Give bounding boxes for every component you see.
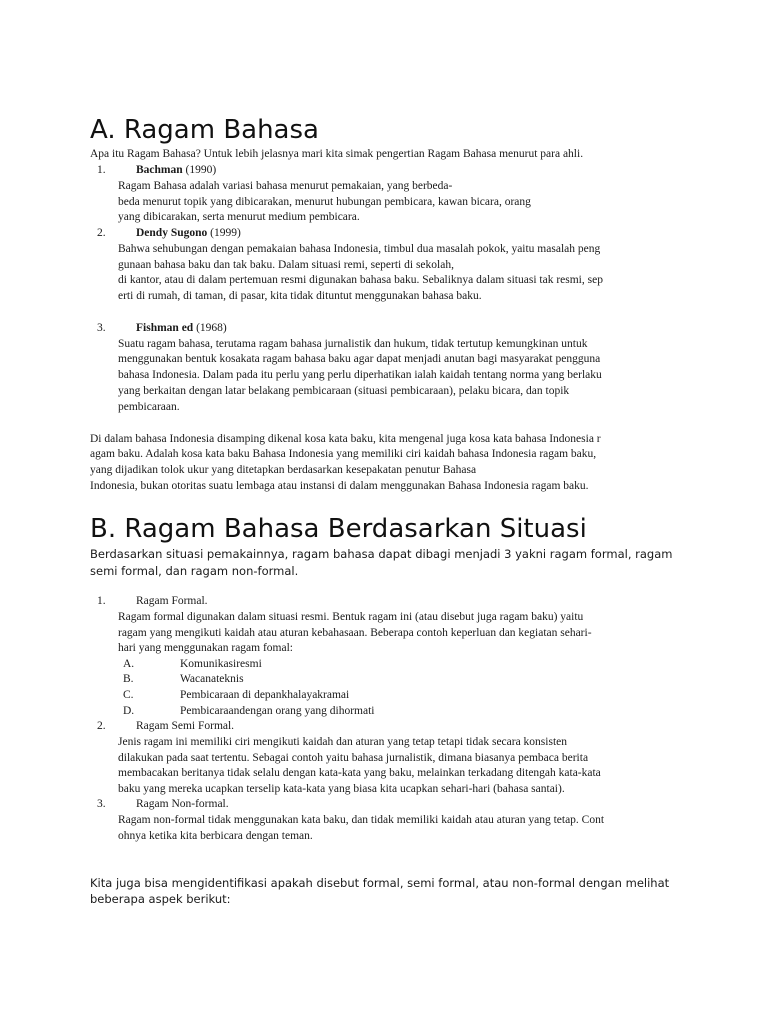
author-year: (1968) <box>193 322 227 334</box>
list-number: 2. <box>97 227 106 239</box>
sub-list-item: Komunikasiresmi <box>180 658 262 670</box>
paragraph-line: yang dijadikan tolok ukur yang ditetapkan berdasarkan kesepakatan penutur Bahasa <box>90 464 477 476</box>
list-number: 2. <box>97 720 106 732</box>
list-number: 3. <box>97 322 106 334</box>
list-item-heading: Ragam Semi Formal. <box>136 720 235 732</box>
sub-list-letter: B. <box>123 673 134 685</box>
section-a-title: A. Ragam Bahasa <box>90 115 319 145</box>
section-b-title: B. Ragam Bahasa Berdasarkan Situasi <box>90 514 587 544</box>
sub-list-letter: D. <box>123 705 135 717</box>
paragraph-line: bahasa Indonesia. Dalam pada itu perlu yang perlu diperhatikan ialah kaidah tentang norma yang berlaku <box>118 369 602 381</box>
author-name: Dendy Sugono <box>136 227 208 239</box>
sub-list-item: Wacanateknis <box>180 673 244 685</box>
sub-list-item: Pembicaraan di depankhalayakramai <box>180 689 350 701</box>
author-name: Bachman <box>136 164 183 176</box>
paragraph-line: Suatu ragam bahasa, terutama ragam bahasa jurnalistik dan hukum, tidak tertutup kemungkinan untuk <box>118 338 588 350</box>
list-number: 3. <box>97 798 106 810</box>
paragraph-line: gunaan bahasa baku dan tak baku. Dalam situasi remi, seperti di sekolah, <box>118 259 454 271</box>
paragraph-line: Di dalam bahasa Indonesia disamping dikenal kosa kata baku, kita mengenal juga kosa kata bahasa Indonesia r <box>90 433 601 445</box>
paragraph-line: yang dibicarakan, serta menurut medium pembicara. <box>118 211 360 223</box>
sub-list-letter: C. <box>123 689 134 701</box>
section-a-intro: Apa itu Ragam Bahasa? Untuk lebih jelasnya mari kita simak pengertian Ragam Bahasa menurut para ahli. <box>90 148 584 160</box>
paragraph-line: Jenis ragam ini memiliki ciri mengikuti kaidah dan aturan yang tetap tetapi tidak secara konsisten <box>118 736 568 748</box>
paragraph-line: beda menurut topik yang dibicarakan, menurut hubungan pembicara, kawan bicara, orang <box>118 196 531 208</box>
paragraph-line: hari yang menggunakan ragam fomal: <box>118 642 293 654</box>
paragraph-line: ohnya ketika kita berbicara dengan teman. <box>118 830 313 842</box>
list-item-heading: Ragam Non-formal. <box>136 798 229 810</box>
list-number: 1. <box>97 164 106 176</box>
sub-list-letter: A. <box>123 658 135 670</box>
paragraph-line: menggunakan bentuk kosakata ragam bahasa baku agar dapat menjadi anutan bagi masyarakat pengguna <box>118 353 601 365</box>
author-name: Fishman ed <box>136 322 194 334</box>
paragraph-line: Kita juga bisa mengidentifikasi apakah disebut formal, semi formal, atau non-formal dengan melihat <box>90 876 670 890</box>
paragraph-line: Berdasarkan situasi pemakainnya, ragam bahasa dapat dibagi menjadi 3 yakni ragam formal, ragam <box>90 547 673 561</box>
paragraph-line: Bahwa sehubungan dengan pemakaian bahasa Indonesia, timbul dua masalah pokok, yaitu masalah peng <box>118 243 601 255</box>
paragraph-line: agam baku. Adalah kosa kata baku Bahasa Indonesia yang memiliki ciri kaidah bahasa Indonesia ragam baku, <box>90 448 597 460</box>
paragraph-line: membacakan beritanya tidak selalu dengan kata-kata yang baku, melainkan terkadang ditengah kata-kata <box>118 767 601 779</box>
paragraph-line: di kantor, atau di dalam pertemuan resmi digunakan bahasa baku. Sebaliknya dalam situasi tak resmi, sep <box>118 274 603 286</box>
list-item-heading <box>136 163 216 179</box>
author-year: (1990) <box>182 164 217 176</box>
paragraph-line: pembicaraan. <box>118 401 180 413</box>
paragraph-line: erti di rumah, di taman, di pasar, kita tidak dituntut menggunakan bahasa baku. <box>118 290 482 302</box>
list-item-heading: Ragam Formal. <box>136 595 208 607</box>
list-item-heading <box>136 321 227 337</box>
paragraph-line: yang berkaitan dengan latar belakang pembicaraan (situasi pembicaraan), pelaku bicara, dan topik <box>118 385 570 397</box>
paragraph-line: beberapa aspek berikut: <box>90 892 231 906</box>
paragraph-line: baku yang mereka ucapkan terselip kata-kata yang biasa kita ucapkan sehari-hari (bahasa santai). <box>118 783 565 795</box>
paragraph-line: Ragam Bahasa adalah variasi bahasa menurut pemakaian, yang berbeda- <box>118 180 453 192</box>
paragraph-line: dilakukan pada saat tertentu. Sebagai contoh yaitu bahasa jurnalistik, dimana biasanya pembaca berita <box>118 752 589 764</box>
list-item-heading <box>136 226 241 242</box>
paragraph-line: Indonesia, bukan otoritas suatu lembaga atau instansi di dalam menggunakan Bahasa Indonesia ragam baku. <box>90 480 589 492</box>
list-number: 1. <box>97 595 106 607</box>
sub-list-item: Pembicaraandengan orang yang dihormati <box>180 705 375 717</box>
paragraph-line: ragam yang mengikuti kaidah atau aturan kebahasaan. Beberapa contoh keperluan dan kegiatan sehari- <box>118 627 592 639</box>
paragraph-line: semi formal, dan ragam non-formal. <box>90 564 299 578</box>
paragraph-line: Ragam non-formal tidak menggunakan kata baku, dan tidak memiliki kaidah atau aturan yang tetap. Cont <box>118 814 605 826</box>
paragraph-line: Ragam formal digunakan dalam situasi resmi. Bentuk ragam ini (atau disebut juga ragam baku) yaitu <box>118 611 584 623</box>
author-year: (1999) <box>207 227 241 239</box>
